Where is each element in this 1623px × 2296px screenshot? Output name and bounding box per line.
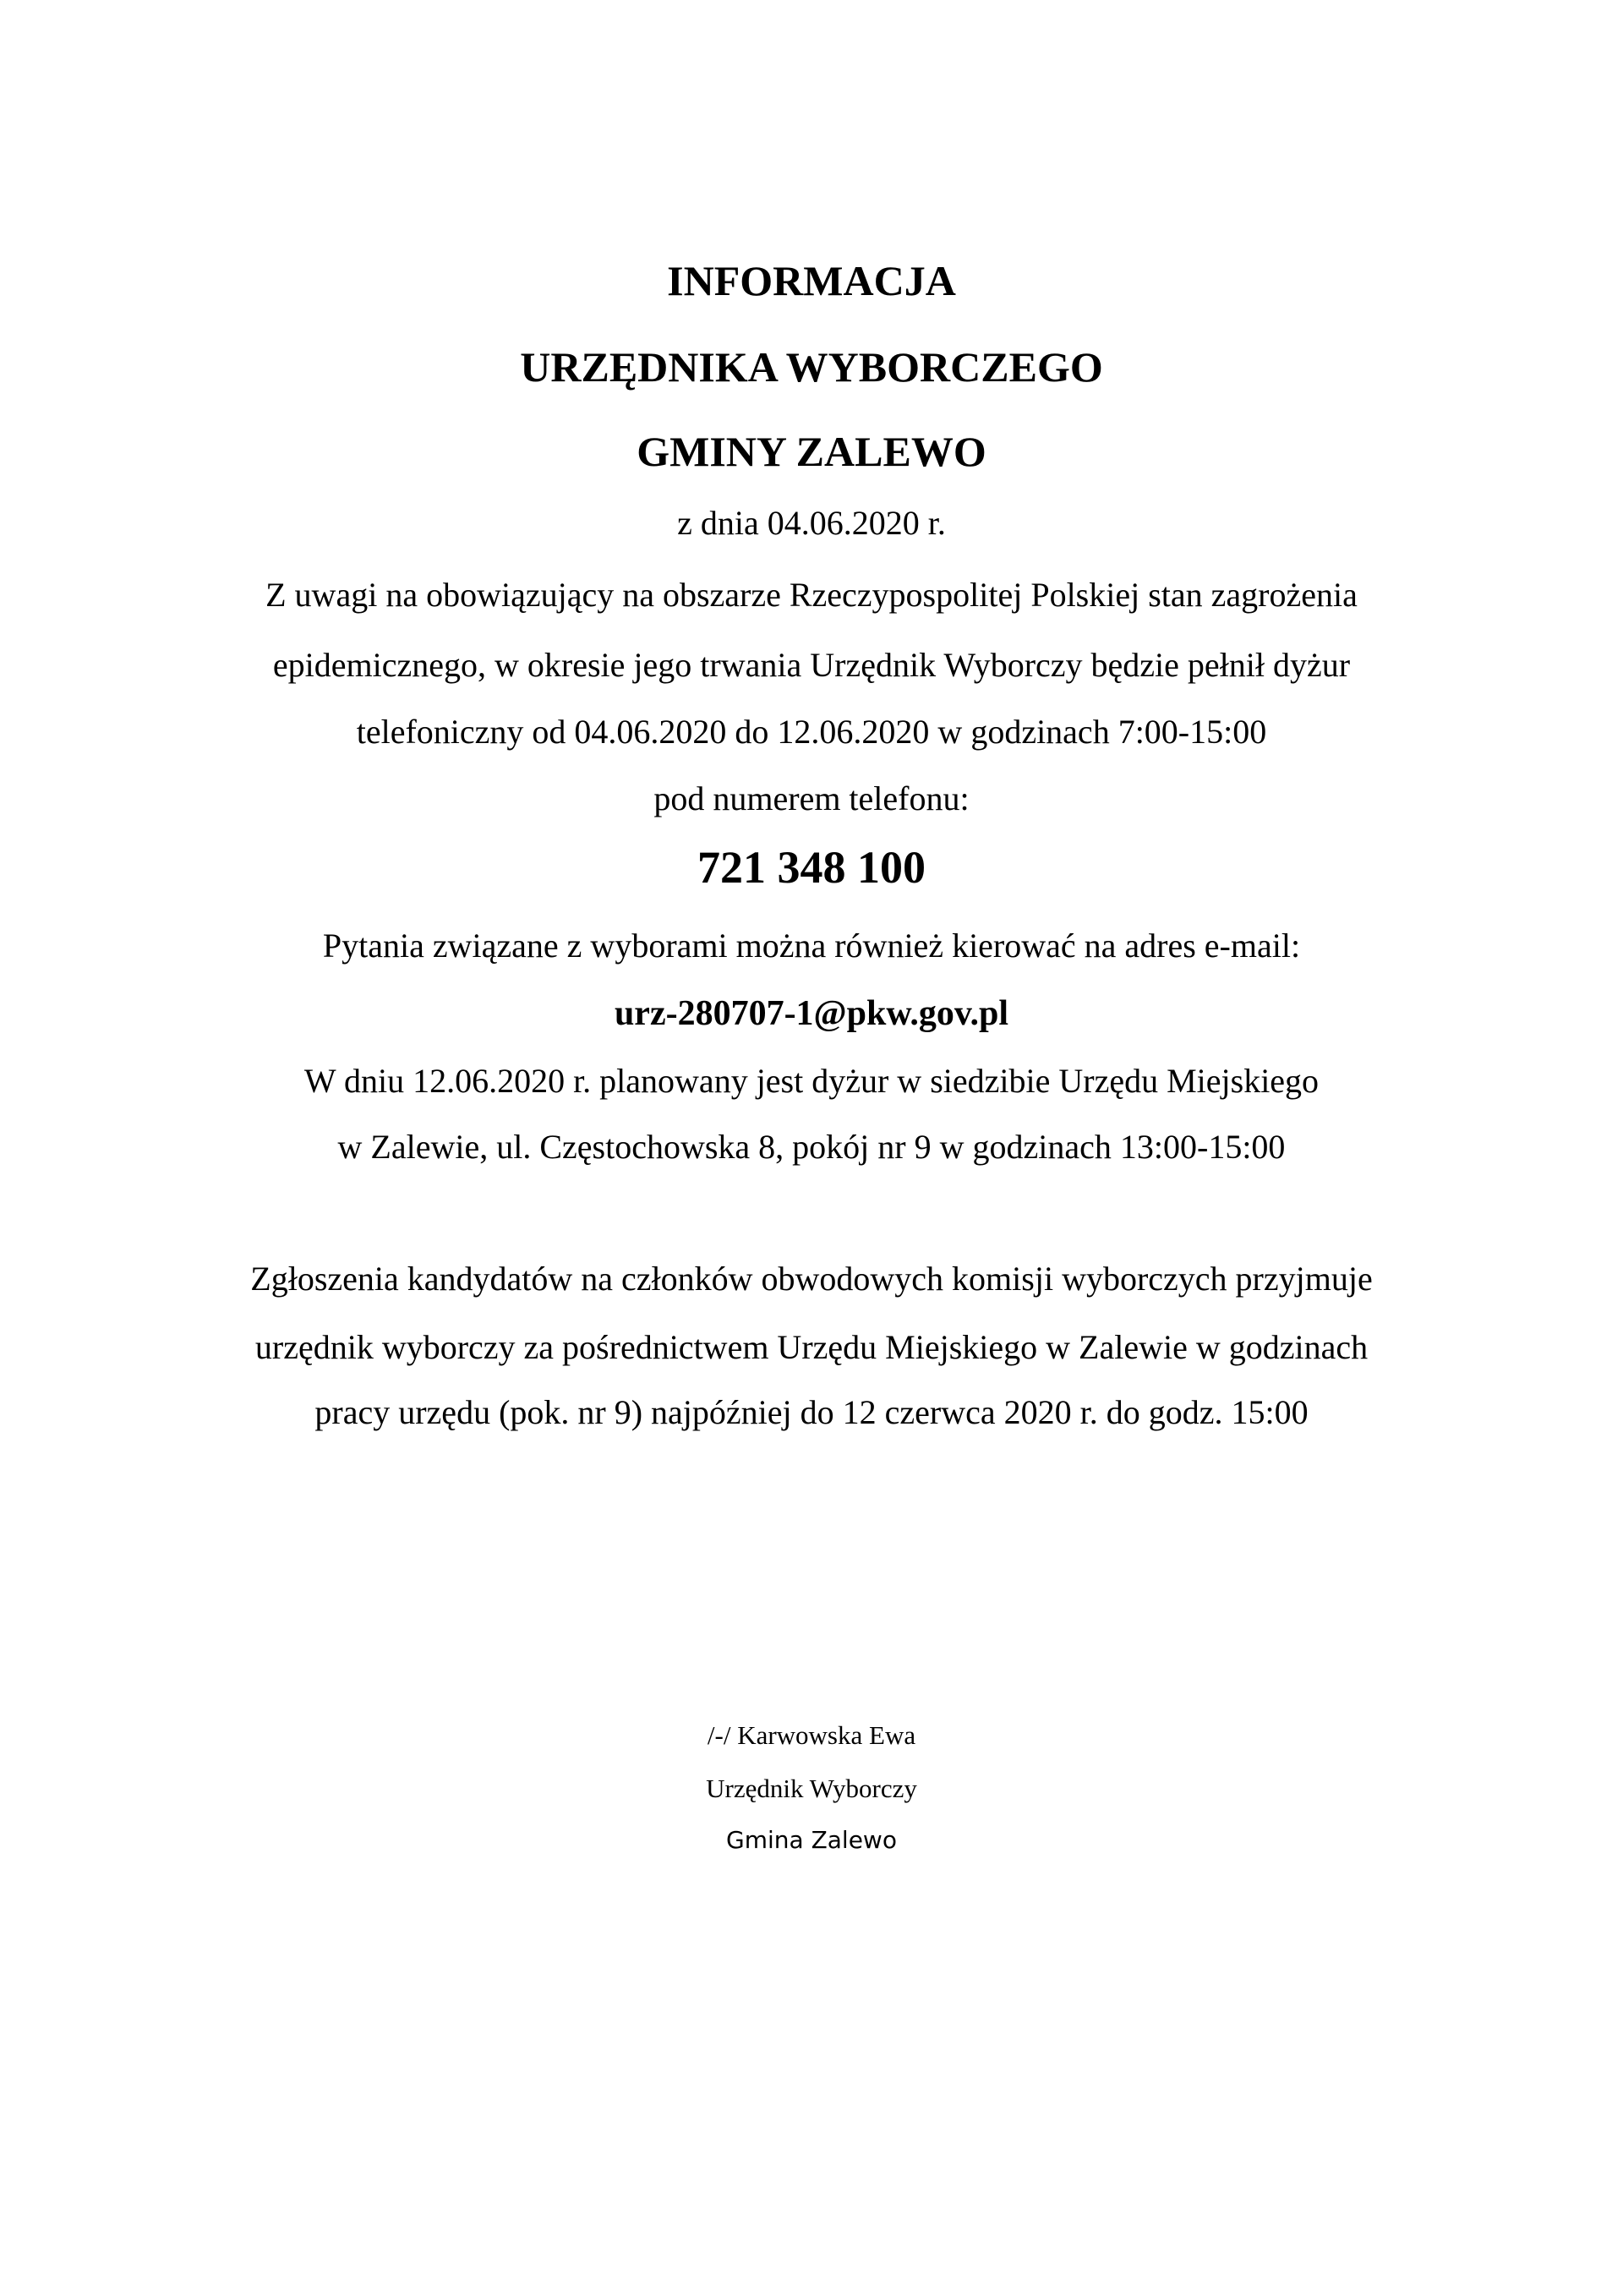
duty-line-1: W dniu 12.06.2020 r. planowany jest dyżur w siedzibie Urzędu Miejskiego xyxy=(303,1062,1320,1100)
heading-line-3: GMINY ZALEWO xyxy=(637,428,986,475)
phone-number: 721 348 100 xyxy=(697,842,926,893)
duty-line-2: w Zalewie, ul. Częstochowska 8, pokój nr 9 w godzinach 13:00-15:00 xyxy=(337,1128,1286,1166)
paragraph-1-line-4: pod numerem telefonu: xyxy=(653,779,970,817)
heading-line-1: INFORMACJA xyxy=(667,257,956,304)
signature-name: /-/ Karwowska Ewa xyxy=(707,1720,916,1750)
paragraph-1-line-2: epidemicznego, w okresie jego trwania Urzędnik Wyborczy będzie pełnił dyżur xyxy=(272,646,1351,684)
paragraph-2-line-1: Zgłoszenia kandydatów na członków obwodowych komisji wyborczych przyjmuje xyxy=(250,1260,1373,1298)
date-line: z dnia 04.06.2020 r. xyxy=(677,504,946,542)
heading-line-2: URZĘDNIKA WYBORCZEGO xyxy=(520,343,1103,391)
email-address: urz-280707-1@pkw.gov.pl xyxy=(614,994,1009,1033)
paragraph-2-line-2: urzędnik wyborczy za pośrednictwem Urzędu Miejskiego w Zalewie w godzinach xyxy=(254,1328,1369,1366)
signature-unit: Gmina Zalewo xyxy=(726,1826,897,1854)
paragraph-1-line-3: telefoniczny od 04.06.2020 do 12.06.2020 w godzinach 7:00-15:00 xyxy=(356,713,1267,751)
signature-role: Urzędnik Wyborczy xyxy=(706,1774,917,1803)
paragraph-1-line-1: Z uwagi na obowiązujący na obszarze Rzeczypospolitej Polskiej stan zagrożenia xyxy=(265,576,1358,614)
paragraph-2-line-3: pracy urzędu (pok. nr 9) najpóźniej do 12 czerwca 2020 r. do godz. 15:00 xyxy=(314,1393,1309,1431)
email-intro: Pytania związane z wyborami można również kierować na adres e-mail: xyxy=(322,927,1301,965)
